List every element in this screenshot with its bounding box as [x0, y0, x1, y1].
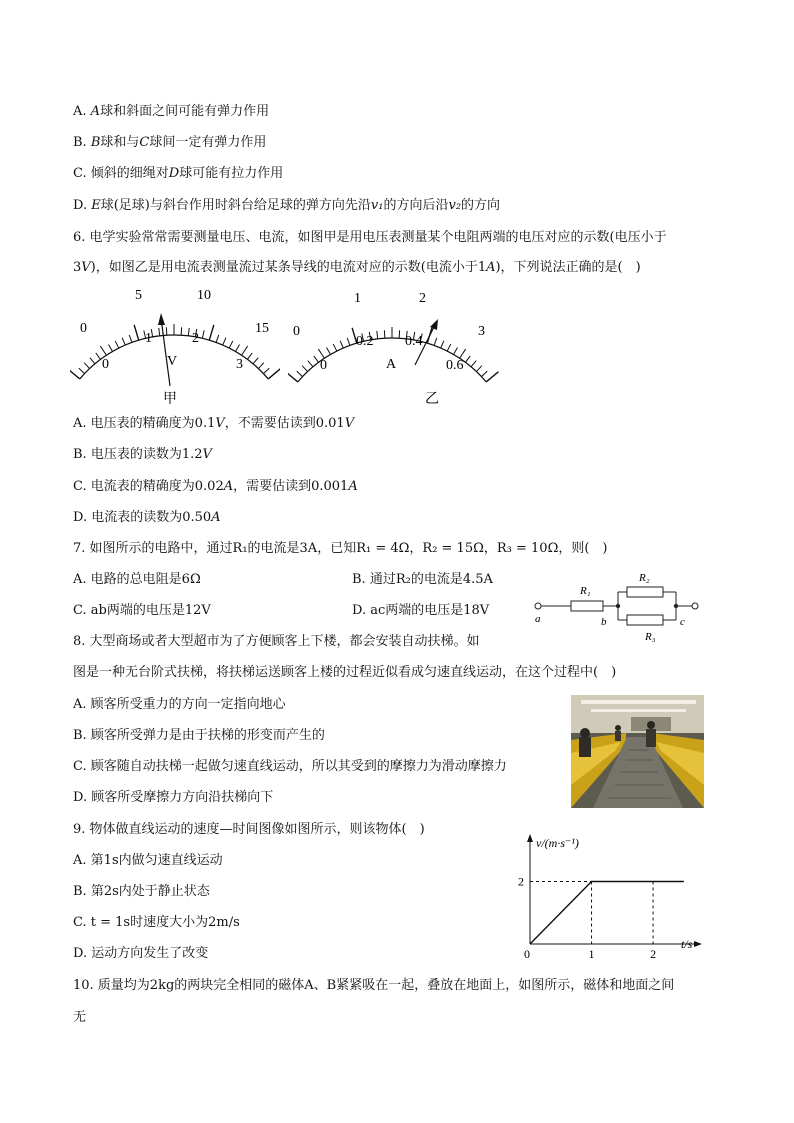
q6-option-a: A. 电压表的精确度为0.1V，不需要估读到0.01V: [73, 416, 355, 431]
label-r3: R₃: [645, 631, 656, 643]
vt-y-axis-label: v/(m·s⁻¹): [536, 836, 579, 850]
ammeter-outer-label-2: 2: [419, 291, 426, 306]
node-b: [616, 604, 620, 608]
meter-tick: [302, 366, 307, 372]
meter-tick: [122, 338, 125, 345]
vt-ytick-2: 2: [518, 874, 524, 889]
voltmeter-inner-label-0: 0: [102, 357, 109, 372]
meter-tick: [327, 348, 331, 355]
meter-tick: [79, 368, 85, 373]
q10-stem-line1: 10. 质量均为2kg的两块完全相同的磁体A、B紧紧吸在一起，叠放在地面上，如图所示，磁体和地面之间: [73, 978, 675, 993]
meter-tick: [441, 341, 444, 348]
meter-tick: [258, 363, 263, 369]
q8-option-c: C. 顾客随自动扶梯一起做匀速直线运动，所以其受到的摩擦力为滑动摩擦力: [73, 759, 507, 774]
meter-tick: [460, 349, 466, 358]
q7-option-d: D. ac两端的电压是18V: [352, 603, 490, 618]
meter-tick: [90, 358, 95, 364]
meter-tick: [476, 366, 481, 372]
meter-tick: [377, 331, 378, 339]
meter-tick: [242, 346, 248, 355]
meter-tick: [340, 341, 343, 348]
meter-tick: [454, 348, 458, 355]
vt-xtick-2: 2: [650, 947, 657, 961]
vt-series-line: [530, 882, 684, 945]
label-b: b: [601, 616, 607, 628]
circuit-diagram: [530, 568, 702, 646]
meter-tick: [288, 372, 298, 382]
meter-tick: [129, 335, 132, 343]
meter-tick: [465, 356, 470, 362]
meter-tick: [115, 341, 119, 348]
meter-tick: [318, 349, 324, 358]
meter-tick: [188, 328, 189, 336]
q6-option-d: D. 电流表的读数为0.50A: [73, 510, 221, 525]
ammeter-figure: [288, 283, 503, 408]
q5-option-c: C. 倾斜的细绳对D球可能有拉力作用: [73, 166, 284, 181]
meter-tick: [481, 371, 487, 376]
ammeter-caption: 乙: [425, 392, 439, 407]
q6-stem-line1: 6. 电学实验常常需要测量电压、电流，如图甲是用电压表测量某个电阻两端的电压对应的示数(电压小于: [73, 230, 667, 245]
meter-tick: [202, 331, 204, 339]
q8-option-b: B. 顾客所受弹力是由于扶梯的形变而产生的: [73, 728, 325, 743]
meter-tick: [70, 369, 80, 379]
meter-tick: [216, 335, 219, 343]
ammeter-unit: A: [386, 357, 397, 372]
label-r1: R₁: [580, 585, 591, 597]
voltmeter-inner-label-1: 1: [145, 331, 152, 346]
node-c: [674, 604, 678, 608]
meter-tick: [297, 371, 303, 376]
voltmeter-outer-label-0: 0: [80, 321, 87, 336]
meter-tick: [471, 361, 476, 367]
q10-stem-line2: 无: [73, 1010, 87, 1025]
voltmeter-pointer: [161, 318, 170, 386]
meter-tick: [236, 345, 240, 352]
ammeter-outer-label-1: 1: [354, 291, 361, 306]
meter-tick: [247, 353, 252, 359]
q7-option-b: B. 通过R₂的电流是4.5A: [352, 572, 493, 587]
q8-option-a: A. 顾客所受重力的方向一定指向地心: [73, 697, 286, 712]
q9-stem: 9. 物体做直线运动的速度—时间图像如图所示，则该物体( ): [73, 822, 425, 837]
ammeter-scale: [288, 327, 498, 382]
vt-graph-plot: [518, 834, 702, 961]
ammeter-inner-label-0: 0: [320, 358, 327, 373]
ammeter-inner-label-0.4: 0.4: [405, 334, 423, 349]
resistor-r2: [627, 587, 663, 597]
q5-option-d: D. E球(足球)与斜台作用时斜台给足球的弹方向先沿v₁的方向后沿v₂的方向: [73, 198, 501, 213]
meter-tick: [447, 344, 451, 351]
ammeter-outer-label-3: 3: [478, 324, 485, 339]
meter-tick: [109, 345, 113, 352]
resistor-r1: [571, 601, 603, 611]
voltmeter-outer-label-10: 10: [197, 288, 211, 303]
label-a: a: [535, 613, 541, 625]
label-c: c: [680, 616, 685, 628]
meter-tick: [134, 325, 139, 340]
meter-tick: [253, 358, 258, 364]
vt-x-axis-label: t/s: [681, 937, 693, 951]
meter-tick: [229, 341, 233, 348]
meter-tick: [84, 363, 89, 369]
meter-tick: [96, 353, 101, 359]
q6-stem-line2: 3V)，如图乙是用电流表测量流过某条导线的电流对应的示数(电流小于1A)，下列说法正确的是( ): [73, 260, 641, 275]
q9-option-d: D. 运动方向发生了改变: [73, 946, 209, 961]
q9-option-c: C. t = 1s时速度大小为2m/s: [73, 915, 240, 930]
q7-option-a: A. 电路的总电阻是6Ω: [73, 572, 201, 587]
label-r2: R₂: [639, 572, 650, 584]
q5-option-a: A. A球和斜面之间可能有弹力作用: [73, 104, 270, 119]
voltmeter-caption: 甲: [163, 392, 177, 407]
q9-option-a: A. 第1s内做匀速直线运动: [73, 853, 223, 868]
q6-option-c: C. 电流表的精确度为0.02A，需要估读到0.001A: [73, 479, 358, 494]
vt-xtick-1: 1: [588, 947, 595, 961]
meter-tick: [100, 346, 106, 355]
meter-tick: [159, 328, 160, 336]
meter-tick: [268, 369, 280, 379]
q5-option-b: B. B球和与C球间一定有弹力作用: [73, 135, 267, 150]
q6-option-b: B. 电压表的读数为1.2V: [73, 447, 212, 462]
terminal-a: [535, 603, 541, 609]
vt-xtick-0: 0: [524, 947, 530, 961]
q8-option-d: D. 顾客所受摩擦力方向沿扶梯向下: [73, 790, 274, 805]
terminal-right: [692, 603, 698, 609]
meter-tick: [434, 338, 437, 346]
q8-stem-line2: 图是一种无台阶式扶梯，将扶梯运送顾客上楼的过程近似看成匀速直线运动，在这个过程中( ): [73, 665, 617, 680]
ammeter-inner-label-0.6: 0.6: [446, 358, 464, 373]
ammeter-outer-label-0: 0: [293, 324, 300, 339]
vt-graph: [508, 832, 708, 964]
meter-tick: [333, 344, 337, 351]
q9-option-b: B. 第2s内处于静止状态: [73, 884, 210, 899]
meter-tick: [314, 356, 319, 362]
q7-option-c: C. ab两端的电压是12V: [73, 603, 211, 618]
voltmeter-figure: [70, 283, 280, 408]
q8-stem-line1: 8. 大型商场或者大型超市为了方便顾客上下楼，都会安装自动扶梯。如: [73, 634, 480, 649]
meter-tick: [223, 338, 226, 345]
meter-tick: [308, 361, 313, 367]
meter-tick: [209, 325, 214, 340]
q7-stem: 7. 如图所示的电路中，通过R₁的电流是3A，已知R₁ = 4Ω，R₂ = 15Ω，R₃ = 10Ω，则( ): [73, 541, 608, 556]
meter-tick: [486, 372, 498, 382]
escalator-photo: [571, 695, 704, 808]
voltmeter-outer-label-5: 5: [135, 288, 142, 303]
meter-tick: [263, 368, 269, 373]
voltmeter-inner-label-2: 2: [192, 331, 199, 346]
ammeter-inner-label-0.2: 0.2: [356, 334, 374, 349]
voltmeter-inner-label-3: 3: [236, 357, 243, 372]
resistor-r3: [627, 615, 663, 625]
meter-tick: [347, 338, 350, 346]
voltmeter-outer-label-15: 15: [255, 321, 269, 336]
voltmeter-unit: V: [167, 354, 178, 369]
